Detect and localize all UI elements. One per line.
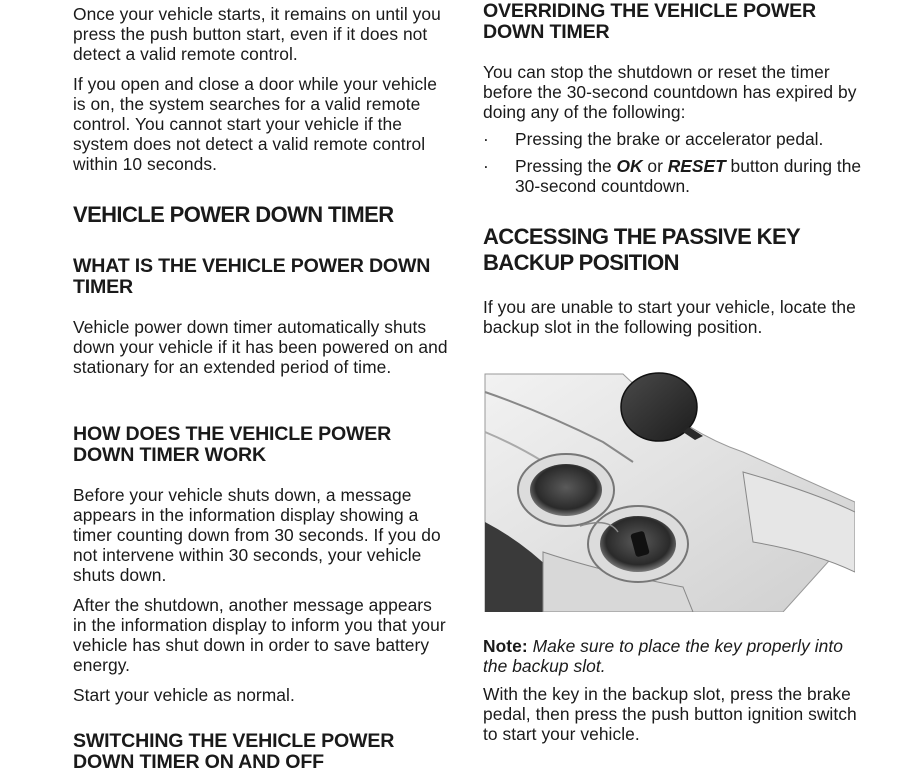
reset-button-label: RESET <box>667 156 726 176</box>
heading-how-timer-works: HOW DOES THE VEHICLE POWER DOWN TIMER WORK <box>73 423 392 466</box>
intro-paragraph-1: Once your vehicle starts, it remains on until you press the push button start, even if it does not detect a valid remote control. <box>73 4 441 64</box>
note-label: Note: <box>483 636 528 656</box>
heading-switching-timer: SWITCHING THE VEHICLE POWER DOWN TIMER ON AND OFF <box>73 730 395 773</box>
override-paragraph: You can stop the shutdown or reset the timer before the 30-second countdown has expired by doing any of the following: <box>483 62 857 122</box>
intro-paragraph-2: If you open and close a door while your vehicle is on, the system searches for a valid remote control. You cannot start your vehicle if the system does not detect a valid remote control within 10 seconds. <box>73 74 437 174</box>
note-text: Make sure to place the key properly into the backup slot. <box>483 636 843 676</box>
heading-vehicle-power-down-timer: VEHICLE POWER DOWN TIMER <box>73 202 394 227</box>
bullet-text-pre: Pressing the <box>515 156 617 176</box>
list-item <box>483 156 863 196</box>
what-is-paragraph: Vehicle power down timer automatically shuts down your vehicle if it has been powered on and stationary for an extended period of time. <box>73 317 448 377</box>
heading-what-is-timer: WHAT IS THE VEHICLE POWER DOWN TIMER <box>73 255 431 298</box>
ok-button-label: OK <box>616 156 643 176</box>
list-item <box>483 129 863 149</box>
note-paragraph <box>483 636 863 676</box>
heading-overriding-timer: OVERRIDING THE VEHICLE POWER DOWN TIMER <box>483 0 816 43</box>
how-paragraph-3: Start your vehicle as normal. <box>73 685 295 705</box>
bullet-icon: · <box>483 129 489 149</box>
console-cupholder-image <box>483 372 855 612</box>
how-paragraph-1: Before your vehicle shuts down, a message appears in the information display showing a timer counting down from 30 seconds. If you do not intervene within 30 seconds, your vehicle shuts down. <box>73 485 441 585</box>
final-paragraph: With the key in the backup slot, press the brake pedal, then press the push button ignition switch to start your vehicle. <box>483 684 857 744</box>
heading-accessing-backup: ACCESSING THE PASSIVE KEY BACKUP POSITION <box>483 224 800 275</box>
how-paragraph-2: After the shutdown, another message appears in the information display to inform you that your vehicle has shut down in order to save battery energy. <box>73 595 446 675</box>
bullet-icon: · <box>483 156 489 176</box>
bullet-text: Pressing the brake or accelerator pedal. <box>515 129 824 149</box>
override-bullet-list <box>483 129 863 196</box>
access-paragraph: If you are unable to start your vehicle, locate the backup slot in the following position. <box>483 297 856 337</box>
backup-slot-illustration <box>483 372 855 612</box>
bullet-text-post: button during the 30-second countdown. <box>515 156 862 196</box>
bullet-text-mid: or <box>642 156 668 176</box>
